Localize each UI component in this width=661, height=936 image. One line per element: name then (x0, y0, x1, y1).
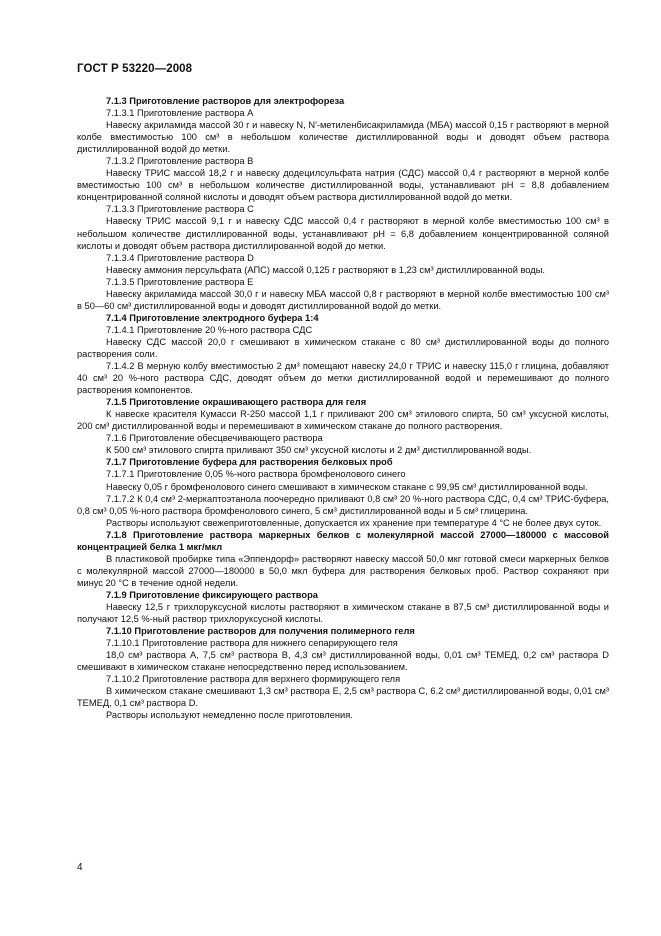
section-heading: 7.1.4 Приготовление электродного буфера 1:4 (106, 312, 319, 323)
paragraph: В химическом стакане смешивают 1,3 см³ раствора Е, 2,5 см³ раствора С, 6.2 см³ дистиллированной воды, 0,01 см³ ТЕМЕД, 0,1 см³ раствора D. (77, 686, 609, 709)
paragraph: 7.1.10.1 Приготовление раствора для нижнего сепарирующего геля (106, 638, 398, 649)
paragraph: 7.1.10.2 Приготовление раствора для верхнего формирующего геля (106, 674, 401, 685)
paragraph: Навеску ТРИС массой 9,1 г и навеску СДС массой 0,4 г растворяют в мерной колбе вместимостью 100 см³ в небольшом количестве дистиллированной воды, устанавливают pH = 6,8 добавлением концентрированной соляной кислоты и доводят объем раствора дистиллированной водой до метки. (77, 216, 609, 251)
paragraph: К 500 см³ этилового спирта приливают 350 см³ уксусной кислоты и 2 дм³ дистиллированной воды. (106, 445, 532, 456)
paragraph: Навеску акриламида массой 30,0 г и навеску МБА массой 0,8 г растворяют в мерной колбе вместимостью 100 см³ в 50—60 см³ дистиллированной воды и доводят дистиллированной водой до метки. (77, 288, 609, 311)
document-body (77, 95, 609, 721)
section-heading: 7.1.5 Приготовление окрашивающего раствора для геля (106, 397, 367, 408)
paragraph: Навеску 0,05 г бромфенолового синего смешивают в химическом стакане с 99,95 см³ дистиллированной воды. (106, 481, 588, 492)
paragraph: Навеску СДС массой 20,0 г смешивают в химическом стакане с 80 см³ дистиллированной воды до полного растворения соли. (77, 336, 609, 359)
section-heading: 7.1.3 Приготовление растворов для электрофореза (106, 96, 345, 106)
paragraph: Навеску 12,5 г трихлоруксусной кислоты растворяют в химическом стакане в 87,5 см³ дистиллированной воды и получают 12,5 %-ный раствор трихлоруксусной кислоты. (77, 601, 609, 625)
section-heading: 7.1.10 Приготовление растворов для получения полимерного геля (106, 626, 415, 637)
paragraph: Навеску акриламида массой 30 г и навеску N, N'-метиленбисакриламида (МБА) массой 0,15 г растворяют в мерной колбе вместимостью 100 см³ в небольшом количестве дистиллированной воды и доводят объем раствора дистиллированной водой до метки. (77, 120, 609, 155)
paragraph: 7.1.4.2 В мерную колбу вместимостью 2 дм³ помещают навеску 24,0 г ТРИС и навеску 115,0 г глицина, добавляют 40 см³ 20 %-ного раствора СДС, доводят объем до метки дистиллированной водой и перемешивают до полного растворения компонентов. (77, 361, 609, 396)
paragraph: 7.1.6 Приготовление обесцвечивающего раствора (106, 433, 323, 444)
section-heading: 7.1.9 Приготовление фиксирующего раствора (106, 589, 318, 600)
paragraph: 7.1.3.3 Приготовление раствора С (106, 204, 254, 215)
paragraph: Растворы используют свежеприготовленные, допускается их хранение при температуре 4 °С не более двух суток. (106, 517, 602, 528)
paragraph: 7.1.3.5 Приготовление раствора Е (106, 276, 254, 287)
paragraph: 7.1.3.2 Приготовление раствора В (106, 156, 254, 167)
paragraph: 7.1.7.2 К 0,4 см³ 2-меркаптоэтанола поочередно приливают 0,8 см³ 20 %-ного раствора СДС, 0,4 см³ ТРИС-буфера, 0,8 см³ 0,05 %-ного раствора бромфенолового синего, 5 см³ дистиллированной воды и 5 см³ глицерина. (77, 493, 609, 516)
section-heading: 7.1.8 Приготовление раствора маркерных белков с молекулярной массой 27000—180000 с массовой концентрацией белка 1 мкг/мкл (77, 529, 609, 552)
paragraph: К навеске красителя Кумасси R-250 массой 1,1 г приливают 200 см³ этилового спирта, 50 см³ уксусной кислоты, 200 см³ дистиллированной воды и перемешивают в химическом стакане до полного растворения. (77, 409, 609, 432)
paragraph: 7.1.3.1 Приготовление раствора А (106, 108, 254, 119)
paragraph: 7.1.4.1 Приготовление 20 %-ного раствора СДС (106, 324, 313, 335)
paragraph: В пластиковой пробирке типа «Эппендорф» растворяют навеску массой 50,0 мкг готовой смеси маркерных белков с молекулярной массой 27000—180000 в 50,0 мкл буфера для растворения белковых проб. Раствор сохраняют при минус 20 °С в течение одной недели. (77, 553, 609, 588)
paragraph: 18,0 см³ раствора А, 7,5 см³ раствора В, 4,3 см³ дистиллированной воды, 0,01 см³ ТЕМЕД, 0,2 см³ раствора D смешивают в химическом стакане непосредственно перед использованием. (77, 650, 609, 673)
paragraph: Навеску аммония персульфата (АПС) массой 0,125 г растворяют в 1,23 см³ дистиллированной воды. (106, 264, 545, 275)
paragraph: 7.1.7.1 Приготовление 0,05 %-ного раствора бромфенолового синего (106, 469, 406, 480)
document-header: ГОСТ Р 53220—2008 (77, 63, 193, 75)
paragraph: Навеску ТРИС массой 18,2 г и навеску додецилсульфата натрия (СДС) массой 0,4 г растворяют в мерной колбе вместимостью 100 см³ в небольшом количестве дистиллированной воды, устанавливают pH = 8,8 добавлением концентрированной соляной кислоты и доводят объем раствора дистиллированной водой до метки. (77, 168, 609, 203)
page-number: 4 (77, 862, 83, 873)
paragraph: 7.1.3.4 Приготовление раствора D (106, 252, 254, 263)
section-heading: 7.1.7 Приготовление буфера для растворения белковых проб (106, 457, 393, 468)
paragraph: Растворы используют немедленно после приготовления. (106, 710, 353, 721)
